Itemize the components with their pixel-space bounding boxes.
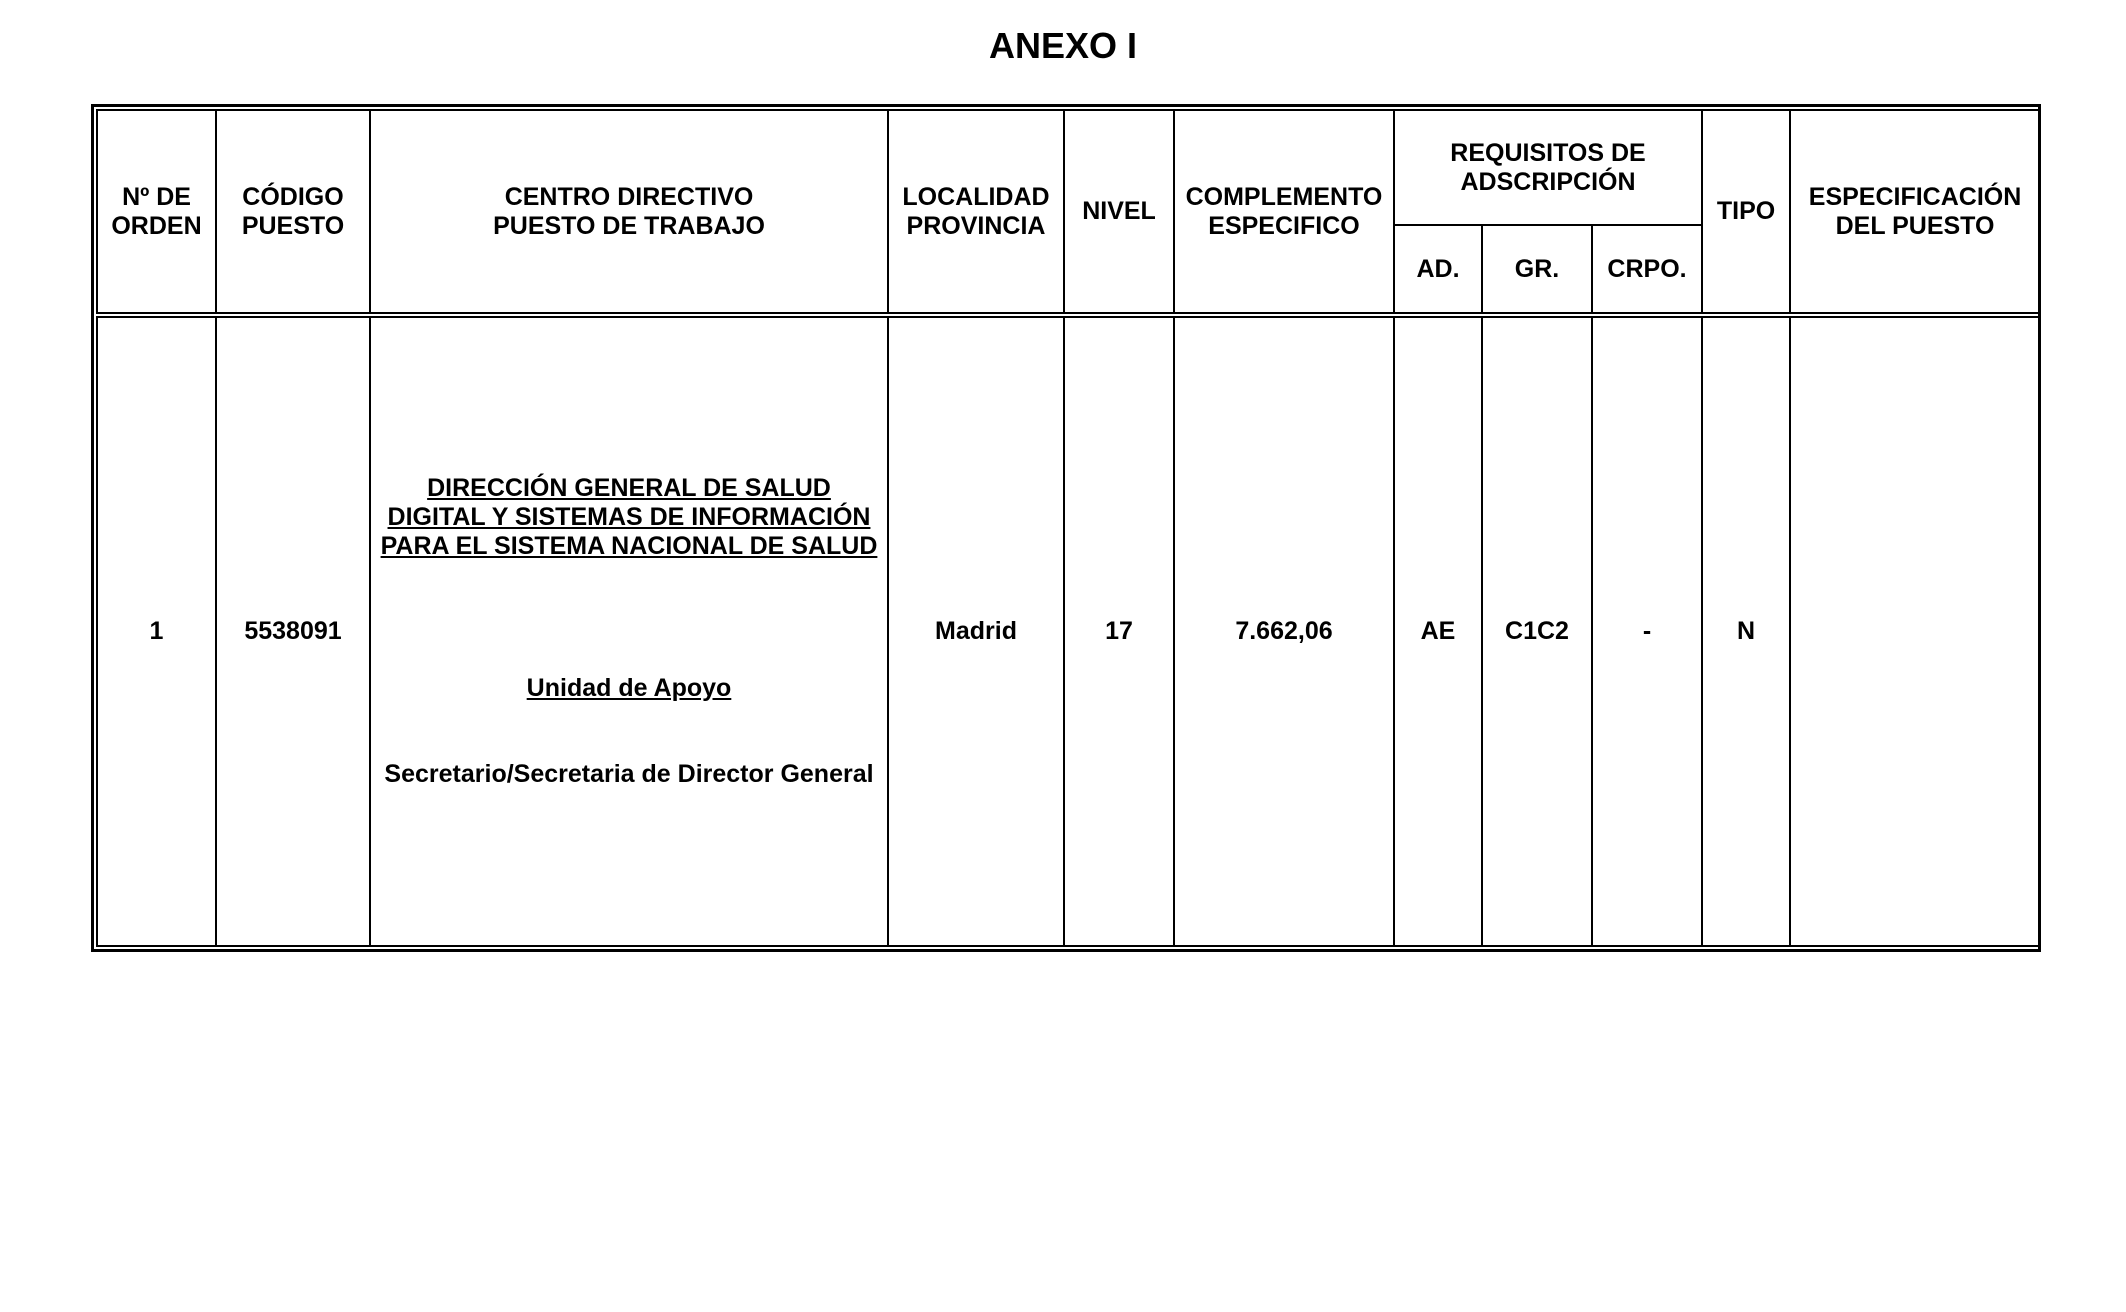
header-requisitos: REQUISITOS DE ADSCRIPCIÓN xyxy=(1394,110,1702,225)
cell-complemento: 7.662,06 xyxy=(1174,315,1394,946)
cell-especificacion xyxy=(1790,315,2040,946)
page-title: ANEXO I xyxy=(988,25,1138,66)
header-crpo: CRPO. xyxy=(1592,225,1702,315)
header-tipo: TIPO xyxy=(1702,110,1790,315)
puesto-name: Secretario/Secretaria de Director General xyxy=(384,760,874,788)
cell-centro xyxy=(370,315,888,946)
header-localidad: LOCALIDAD PROVINCIA xyxy=(888,110,1064,315)
header-complemento: COMPLEMENTO ESPECIFICO xyxy=(1174,110,1394,315)
cell-codigo: 5538091 xyxy=(216,315,370,946)
header-ad: AD. xyxy=(1394,225,1482,315)
header-gr: GR. xyxy=(1482,225,1592,315)
cell-orden: 1 xyxy=(97,315,216,946)
header-row xyxy=(97,110,2040,225)
cell-ad: AE xyxy=(1394,315,1482,946)
header-codigo: CÓDIGO PUESTO xyxy=(216,110,370,315)
cell-gr: C1C2 xyxy=(1482,315,1592,946)
cell-tipo: N xyxy=(1702,315,1790,946)
cell-nivel: 17 xyxy=(1064,315,1174,946)
table-row xyxy=(97,315,2040,946)
centro-directivo-name: DIRECCIÓN GENERAL DE SALUD DIGITAL Y SISTEMAS DE INFORMACIÓN PARA EL SISTEMA NACIONAL DE SALUD xyxy=(380,474,878,560)
header-especificacion: ESPECIFICACIÓN DEL PUESTO xyxy=(1790,110,2040,315)
cell-crpo: - xyxy=(1592,315,1702,946)
annex-table-frame xyxy=(91,104,2041,952)
annex-table xyxy=(96,109,2041,947)
unidad-name: Unidad de Apoyo xyxy=(526,674,732,702)
header-nivel: NIVEL xyxy=(1064,110,1174,315)
cell-localidad: Madrid xyxy=(888,315,1064,946)
header-centro: CENTRO DIRECTIVO PUESTO DE TRABAJO xyxy=(370,110,888,315)
header-orden: Nº DE ORDEN xyxy=(97,110,216,315)
